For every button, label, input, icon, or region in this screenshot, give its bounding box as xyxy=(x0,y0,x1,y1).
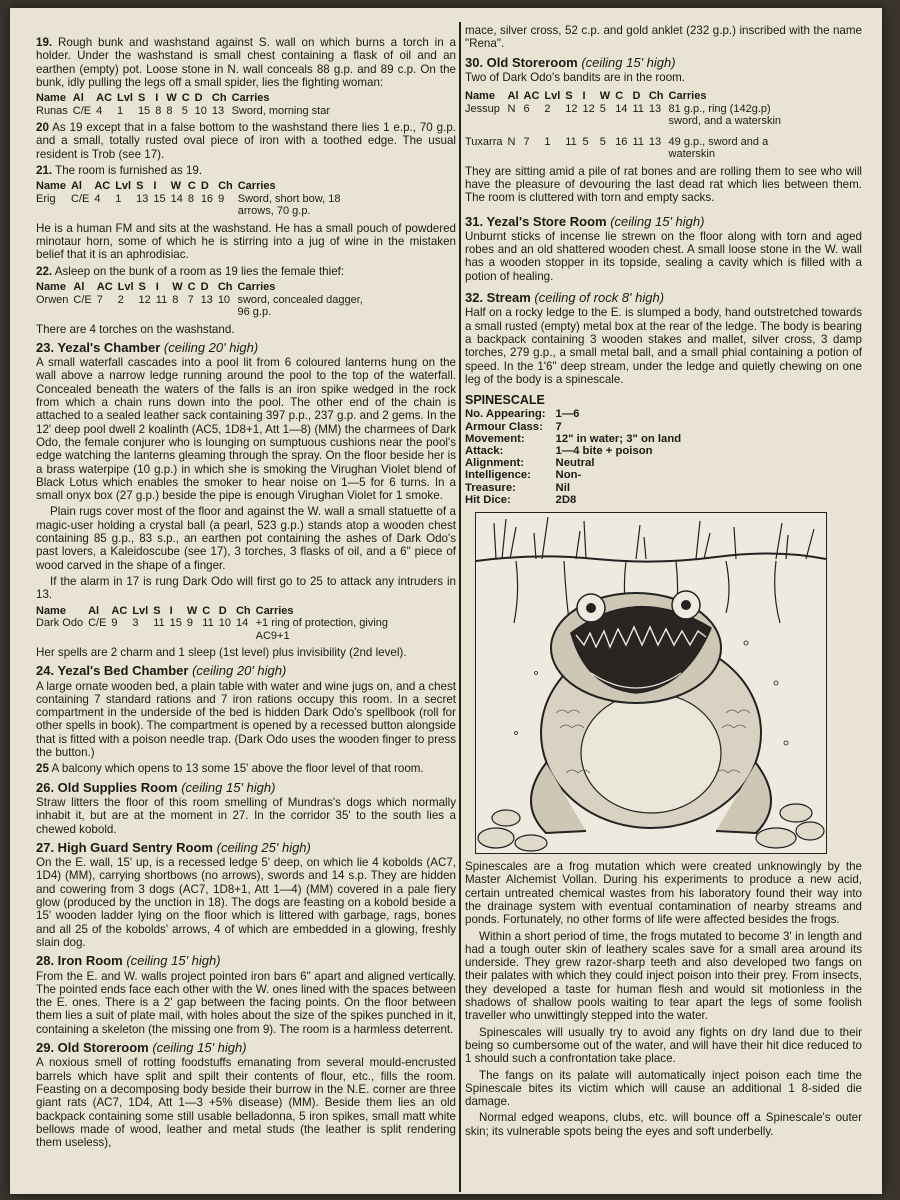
room-31-heading xyxy=(465,215,862,228)
col-c: C xyxy=(187,281,196,294)
cell: 2 xyxy=(544,102,551,115)
monster-stat-row xyxy=(465,457,691,469)
erig-stat-table xyxy=(36,180,383,218)
room-20-text: As 19 except that in a false bottom to the washstand there lies 1 e.p., 70 g.p. and a small, totally rusted oval piece of iron with a toothed edge. The usual resident is Trob (see 17). xyxy=(36,121,456,161)
room-31-title: 31. Yezal's Store Room xyxy=(465,213,607,229)
cell: Orwen xyxy=(36,293,69,306)
cell: 9 xyxy=(186,617,194,629)
dark-odo-stat-table xyxy=(36,605,396,643)
room-23-paragraph-2: Plain rugs cover most of the floor and against the W. wall a small statuette of a magic-user holding a crystal ball (a pearl, 523 g.p.) stands atop a wooden chest containing 85 g.p., 83 s.p., an earthen pot containing the ashes of Dark Odo's past lovers, a Kaleidoscube (see 17), 3 torches, 3 flasks of oil, and a 6" piece of wood carved in the shape of a finger. xyxy=(36,505,456,572)
table-row xyxy=(36,193,383,218)
stat-value: 7 xyxy=(555,420,562,433)
room-29-ceiling: (ceiling 15' high) xyxy=(152,1040,247,1056)
col-ac: AC xyxy=(523,90,540,103)
col-ac: AC xyxy=(96,92,113,105)
cell: 16 xyxy=(615,135,628,148)
col-d: D xyxy=(194,92,203,105)
cell: 1 xyxy=(544,135,551,148)
col-w: W xyxy=(186,604,198,617)
stat-value: Non- xyxy=(555,469,582,482)
stat-header-row xyxy=(36,92,335,105)
cell: 6 xyxy=(523,102,530,115)
cell: 11 xyxy=(202,617,214,629)
room-24-title: 24. Yezal's Bed Chamber xyxy=(36,663,189,679)
cell: 11 xyxy=(155,293,168,306)
cell: 12 xyxy=(565,102,578,115)
cell: 7 xyxy=(523,135,530,148)
cell: 7 xyxy=(96,293,103,306)
stat-value: 2D8 xyxy=(555,493,577,506)
room-30-ceiling: (ceiling 15' high) xyxy=(581,54,676,70)
col-carries: Carries xyxy=(255,604,294,617)
stat-header-row xyxy=(36,605,396,618)
table-row xyxy=(465,128,799,161)
cell: C/E xyxy=(88,617,107,629)
col-ac: AC xyxy=(94,180,111,193)
monster-stat-row xyxy=(465,469,691,481)
room-26-heading xyxy=(36,781,456,794)
col-d: D xyxy=(200,281,209,294)
col-c: C xyxy=(202,604,211,617)
room-21-text: The room is furnished as 19. xyxy=(55,164,203,178)
stat-label: No. Appearing: xyxy=(465,408,546,421)
col-i: I xyxy=(155,281,159,294)
room-32-title: 32. Stream xyxy=(465,290,531,306)
monster-stat-row xyxy=(465,421,691,433)
room-24-ceiling: (ceiling 20' high) xyxy=(192,663,287,679)
cell: 11 xyxy=(565,135,577,148)
cell: 12 xyxy=(138,293,151,306)
col-name: Name xyxy=(36,604,66,617)
stat-value: Nil xyxy=(555,481,570,494)
cell: 12 xyxy=(582,102,595,115)
col-al: Al xyxy=(507,90,519,103)
stat-header-row xyxy=(36,180,383,193)
room-19-text: Rough bunk and washstand against S. wall on which burns a torch in a holder. Under the washstand is small chest containing a flask of oil and an earthen (empty) pot. Loose stone in N. wall conceals 88 g.p. and 89 c.p. On the bunk, idly pulling the legs off a small spider, lies the fighting woman: xyxy=(36,36,456,89)
room-23-paragraph-3: If the alarm in 17 is rung Dark Odo will first go to 25 to attack any intruders in 13. xyxy=(36,574,456,602)
cell: 1 xyxy=(115,192,122,205)
col-w: W xyxy=(170,180,181,193)
cell: 11 xyxy=(632,102,644,115)
room-26-ceiling: (ceiling 15' high) xyxy=(181,779,276,795)
monster-stat-row xyxy=(465,445,691,457)
col-al: Al xyxy=(73,281,85,294)
table-row xyxy=(465,103,799,128)
col-name: Name xyxy=(36,92,66,105)
cell: 11 xyxy=(632,135,644,148)
cell: sword, concealed dagger, 96 g.p. xyxy=(237,293,363,319)
col-al: Al xyxy=(70,180,82,193)
orwen-stat-table xyxy=(36,281,382,319)
room-23-title: 23. Yezal's Chamber xyxy=(36,339,161,355)
monster-stat-row xyxy=(465,494,691,506)
col-i: I xyxy=(155,92,159,105)
cell: Sword, short bow, 18 arrows, 70 g.p. xyxy=(237,192,341,218)
room-28-heading xyxy=(36,954,456,967)
col-ch: Ch xyxy=(217,281,233,294)
cell: Sword, morning star xyxy=(231,104,331,117)
room-21 xyxy=(36,164,456,177)
room-22 xyxy=(36,265,456,278)
room-30-paragraph-2: They are sitting amid a pile of rat bones and are rolling them to see who will have the pleasure of devouring the last dead rat which lies between them. The room is cluttered with torn and empty sacks. xyxy=(465,164,862,205)
table-row xyxy=(36,294,382,319)
cell: 9 xyxy=(111,617,118,629)
cell: C/E xyxy=(70,192,90,205)
left-column xyxy=(36,36,456,1152)
table-row xyxy=(36,617,396,642)
col-s: S xyxy=(138,281,146,294)
col-w: W xyxy=(166,92,177,105)
cell: 10 xyxy=(217,293,231,306)
spinescale-paragraph-1: Spinescales are a frog mutation which were created unknowingly by the Master Alchemist Vollan. During his experiments to produce a new acid, certain untreated chemical wastes from his laboratory found their way into the drainage system with eventual contamination of nearby streams and ponds. Fortunately, no other forms of life were affected besides the frogs. xyxy=(465,860,862,927)
room-30-title: 30. Old Storeroom xyxy=(465,54,578,70)
spinescale-paragraph-4: The fangs on its palate will automatically inject poison each time the Spinescale bites its victim which will cause an additional 1 8-sided die damage. xyxy=(465,1068,862,1109)
cell: Erig xyxy=(36,192,56,205)
col-s: S xyxy=(136,180,144,193)
room-31-paragraph: Unburnt sticks of incense lie strewn on the floor along with torn and aged robes and an old shattered wooden chest. A small loose stone in the W. wall has a wooden stopper in its topside, sealing a cavity which is filled with a potion of healing. xyxy=(465,229,862,283)
cell: 14 xyxy=(615,102,628,115)
room-31-ceiling: (ceiling 15' high) xyxy=(610,213,705,229)
monster-stat-row xyxy=(465,482,691,494)
room-26-paragraph: Straw litters the floor of this room smelling of Mundras's dogs which normally inhabit it, but are at the moment in 27. In the corridor 35' to the south lies a chewed kobold. xyxy=(36,795,456,836)
cell: 8 xyxy=(155,104,162,117)
frog-drawing xyxy=(476,513,826,853)
room-27-ceiling: (ceiling 25' high) xyxy=(216,839,311,855)
stat-label: Treasure: xyxy=(465,481,516,494)
col-c: C xyxy=(187,180,196,193)
cell: 8 xyxy=(172,293,179,306)
stat-value: 12" in water; 3" on land xyxy=(555,432,682,445)
col-carries: Carries xyxy=(237,281,276,294)
room-25-number: 25 xyxy=(36,762,49,776)
col-lvl: Lvl xyxy=(132,604,149,617)
room-27-heading xyxy=(36,841,456,854)
cell: C/E xyxy=(73,293,92,306)
stat-label: Hit Dice: xyxy=(465,493,511,506)
col-ch: Ch xyxy=(235,604,251,617)
table-row xyxy=(36,105,335,118)
col-lvl: Lvl xyxy=(117,92,133,105)
room-20-number: 20 xyxy=(36,121,49,135)
room-26-title: 26. Old Supplies Room xyxy=(36,779,178,795)
col-carries: Carries xyxy=(668,90,707,103)
cell: Jessup xyxy=(465,102,500,115)
cell: 14 xyxy=(235,617,249,629)
col-al: Al xyxy=(88,604,100,617)
room-32-ceiling: (ceiling of rock 8' high) xyxy=(534,290,665,306)
cell: 9 xyxy=(218,192,225,205)
cell: 81 g.p., ring (142g.p) sword, and a waterskin xyxy=(668,102,782,128)
cell: 16 xyxy=(200,192,214,205)
cell: 5 xyxy=(599,135,606,148)
cell: 14 xyxy=(170,192,183,205)
cell: 5 xyxy=(582,135,589,148)
room-21-text-2: He is a human FM and sits at the washstand. He has a small pouch of powdered minotaur horn, some of which he is stirring into a jug of wine in the mistaken belief that it is an aphrodisiac. xyxy=(36,221,456,262)
room-32-paragraph: Half on a rocky ledge to the E. is slumped a body, hand outstretched towards a small rusted (empty) metal box at the rear of the ledge. The body is bearing a backpack containing 3 wooden stakes and mallet, silver cross, 3 damp torches, 279 g.p., a small metal ball, and a small phial containing a potion of speed. In the 1'6" deep stream, under the ledge and quietly chewing on one leg of the body is a spinescale. xyxy=(465,306,862,386)
room-29-heading xyxy=(36,1041,456,1054)
room-28-paragraph: From the E. and W. walls project pointed iron bars 6" apart and aligned vertically. The pointed ends face each other with the W. ones lined with the spaces between the E. ones. There is a 2' gap between the facing points. On the floor between them lies a suit of plate mail, with holes about the size of the spikes punched in it, containing a skeleton (the missing one from 9). The room is a harmless deterrent. xyxy=(36,969,456,1036)
col-s: S xyxy=(153,604,161,617)
runas-stat-table xyxy=(36,92,335,117)
room-19 xyxy=(36,36,456,89)
cell: 13 xyxy=(648,135,662,148)
cell: 8 xyxy=(187,192,194,205)
col-name: Name xyxy=(465,90,495,103)
cell: 13 xyxy=(648,102,662,115)
cell: 49 g.p., sword and a waterskin xyxy=(668,135,769,161)
col-c: C xyxy=(615,90,624,103)
monster-stat-row xyxy=(465,433,691,445)
cell: 4 xyxy=(94,192,101,205)
col-carries: Carries xyxy=(237,180,276,193)
spinescale-paragraph-5: Normal edged weapons, clubs, etc. will bounce off a Spinescale's outer skin; its vulnerable spots being the eyes and soft underbelly. xyxy=(465,1111,862,1138)
cell: Tuxarra xyxy=(465,135,503,148)
col-i: I xyxy=(169,604,173,617)
col-c: C xyxy=(181,92,190,105)
room-29-continued: mace, silver cross, 52 c.p. and gold anklet (232 g.p.) inscribed with the name "Rena". xyxy=(465,24,862,51)
cell: 11 xyxy=(153,617,165,629)
col-lvl: Lvl xyxy=(117,281,134,294)
room-30-paragraph: Two of Dark Odo's bandits are in the room. xyxy=(465,70,686,84)
room-22-number: 22. xyxy=(36,264,53,278)
col-name: Name xyxy=(36,180,66,193)
bandits-stat-table xyxy=(465,90,799,161)
cell: Runas xyxy=(36,104,68,117)
stat-label: Movement: xyxy=(465,432,525,445)
cell: 4 xyxy=(96,104,103,117)
room-32-heading xyxy=(465,291,862,304)
right-column xyxy=(465,24,862,1141)
col-ac: AC xyxy=(96,281,113,294)
col-ac: AC xyxy=(111,604,128,617)
cell: +1 ring of protection, giving AC9+1 xyxy=(255,617,389,642)
cell: Dark Odo xyxy=(36,617,84,629)
cell: 15 xyxy=(137,104,151,117)
stat-header-row xyxy=(36,281,382,294)
room-27-title: 27. High Guard Sentry Room xyxy=(36,839,213,855)
col-al: Al xyxy=(72,92,84,105)
room-28-ceiling: (ceiling 15' high) xyxy=(126,953,221,969)
col-i: I xyxy=(153,180,157,193)
room-28-title: 28. Iron Room xyxy=(36,953,123,969)
column-divider xyxy=(459,22,461,1192)
room-21-number: 21. xyxy=(36,164,53,178)
cell: N xyxy=(507,102,516,115)
room-22-text: Asleep on the bunk of a room as 19 lies the female thief: xyxy=(54,264,345,278)
cell: 15 xyxy=(153,192,166,205)
cell: 13 xyxy=(200,293,213,306)
room-25-text: A balcony which opens to 13 some 15' above the floor level of that room. xyxy=(51,762,424,776)
cell: 5 xyxy=(181,104,188,117)
col-ch: Ch xyxy=(648,90,664,103)
spinescale-illustration xyxy=(475,512,827,854)
col-ch: Ch xyxy=(218,180,233,193)
room-29-paragraph: A noxious smell of rotting foodstuffs emanating from several mould-encrusted barrels which have split and spilt their contents of flour, etc., fills the room. Feasting on a decomposing body beside their burrow in the N.E. corner are three giant rats (AC7, 1D4, Att 1—3 +5% disease) (MM). Beside them lies an old backpack containing some still usable belladonna, 5 iron spikes, small matt white bellows made of wood, leather and metal studs (the leather is split rendering them useless), xyxy=(36,1056,456,1150)
col-d: D xyxy=(632,90,641,103)
room-30-heading xyxy=(465,56,862,69)
col-carries: Carries xyxy=(231,92,270,105)
stat-header-row xyxy=(465,90,799,103)
cell: C/E xyxy=(72,104,92,117)
col-d: D xyxy=(200,180,209,193)
col-d: D xyxy=(218,604,227,617)
col-ch: Ch xyxy=(211,92,227,105)
col-i: I xyxy=(582,90,586,103)
col-lvl: Lvl xyxy=(544,90,561,103)
cell: 5 xyxy=(599,102,606,115)
cell: 7 xyxy=(187,293,194,306)
stat-label: Attack: xyxy=(465,445,504,458)
room-24-paragraph: A large ornate wooden bed, a plain table with water and wine jugs on, and a chest containing 7 standard rations and 7 iron rations occupy this room. In a secret compartment in the underside of the bed is hidden Dark Odo's spellbook (roll for other spells in book). The compartment is opened by a recessed button alongside that is fitted with a poison needle trap. (Dark Odo uses the wooden finger to press the button.) xyxy=(36,679,456,760)
room-23-paragraph-4: Her spells are 2 charm and 1 sleep (1st level) plus invisibility (2nd level). xyxy=(36,646,407,659)
room-29-title: 29. Old Storeroom xyxy=(36,1040,149,1056)
cell: 15 xyxy=(169,617,182,629)
col-w: W xyxy=(172,281,183,294)
room-27-paragraph: On the E. wall, 15' up, is a recessed ledge 5' deep, on which lie 4 kobolds (AC7, 1D4) (MM), carrying shortbows (no arrows), swords and 14 s.p. They are hidden and cowering from 3 dogs (AC7, 1D8+1, Att 1—4) (MM) covered in a pale fiery glow (produced by the unction in 18). The dogs are feasting on a kobold beside a 15' wooden ladder lying on the floor which is littered with garbage, rags, bones and all 25 of the kobolds' arrows, 4 of which are embedded in a glowing, freshly slain dog. xyxy=(36,856,456,949)
monster-stat-row xyxy=(465,408,691,420)
col-s: S xyxy=(137,92,146,105)
room-23-ceiling: (ceiling 20' high) xyxy=(163,339,259,355)
cell: 13 xyxy=(136,192,149,205)
spinescale-paragraph-2: Within a short period of time, the frogs mutated to become 3' in length and had a tough outer skin of leathery scales save for a small area around its underside. They grew razor-sharp teeth and also developed two fangs on their palates with which they could inject poison into their prey. From insects, they developed a taste for human flesh and would sit motionless in the shadows of shallow pools waiting to tear apart the legs of some foolish traveller who unwittingly stepped into the water. xyxy=(465,929,862,1023)
spinescale-paragraph-3: Spinescales will usually try to avoid any fights on dry land due to their being so cumbersome out of the water, and will have their hit dice reduced to 1 should such a confrontation take place. xyxy=(465,1025,862,1066)
cell: 10 xyxy=(194,104,207,117)
col-lvl: Lvl xyxy=(115,180,132,193)
cell: 1 xyxy=(117,104,124,117)
cell: 2 xyxy=(117,293,124,306)
room-23-heading xyxy=(36,341,456,354)
stat-label: Armour Class: xyxy=(465,420,543,433)
room-25 xyxy=(36,762,456,775)
cell: N xyxy=(507,135,516,148)
stat-label: Intelligence: xyxy=(465,469,531,482)
col-w: W xyxy=(599,90,611,103)
room-20 xyxy=(36,121,456,161)
magazine-page xyxy=(10,8,882,1194)
stat-value: Neutral xyxy=(555,457,595,470)
cell: 10 xyxy=(218,617,231,629)
stat-label: Alignment: xyxy=(465,457,524,470)
room-23-paragraph-1: A small waterfall cascades into a pool lit from 6 coloured lanterns hung on the wall above a narrow ledge running around the pool to the top of the waterfall. Concealed beneath the waters of the falls is an iron spike wedged in the rock from which a chain runs down into the pool. The other end of the chain is attached to a sealed leather sack containing 397 p.p., 237 g.p. and 2 gems. In the 12' deep pool dwell 2 koalinth (AC5, 1D8+1, Att 1—8) (MM) the charmees of Dark Odo, the female conjurer who is lounging on sumptuous cushions near the pool's edge watching the lanterns gleaming through the spray. On the floor beside her is a brass waterpipe (10 g.p.) in which she is smoking the Virughan Violet blend of Black Lotus which enables the smoker to hear noise on 1—5 for 6 turns. In a small onyx box (27 g.p.) beside the pipe is enough Virughan Violet for 1 smoke. xyxy=(36,356,456,503)
monster-stat-block xyxy=(465,408,691,506)
cell: 8 xyxy=(166,104,173,117)
stat-value: 1—6 xyxy=(555,408,580,421)
monster-name: SPINESCALE xyxy=(465,393,545,408)
col-name: Name xyxy=(36,281,66,294)
room-24-heading xyxy=(36,664,456,677)
cell: 3 xyxy=(132,617,139,629)
cell: 13 xyxy=(211,104,225,117)
room-22-text-2: There are 4 torches on the washstand. xyxy=(36,322,235,336)
col-s: S xyxy=(565,90,573,103)
stat-value: 1—4 bite + poison xyxy=(555,445,653,458)
room-19-number: 19. xyxy=(36,36,53,49)
